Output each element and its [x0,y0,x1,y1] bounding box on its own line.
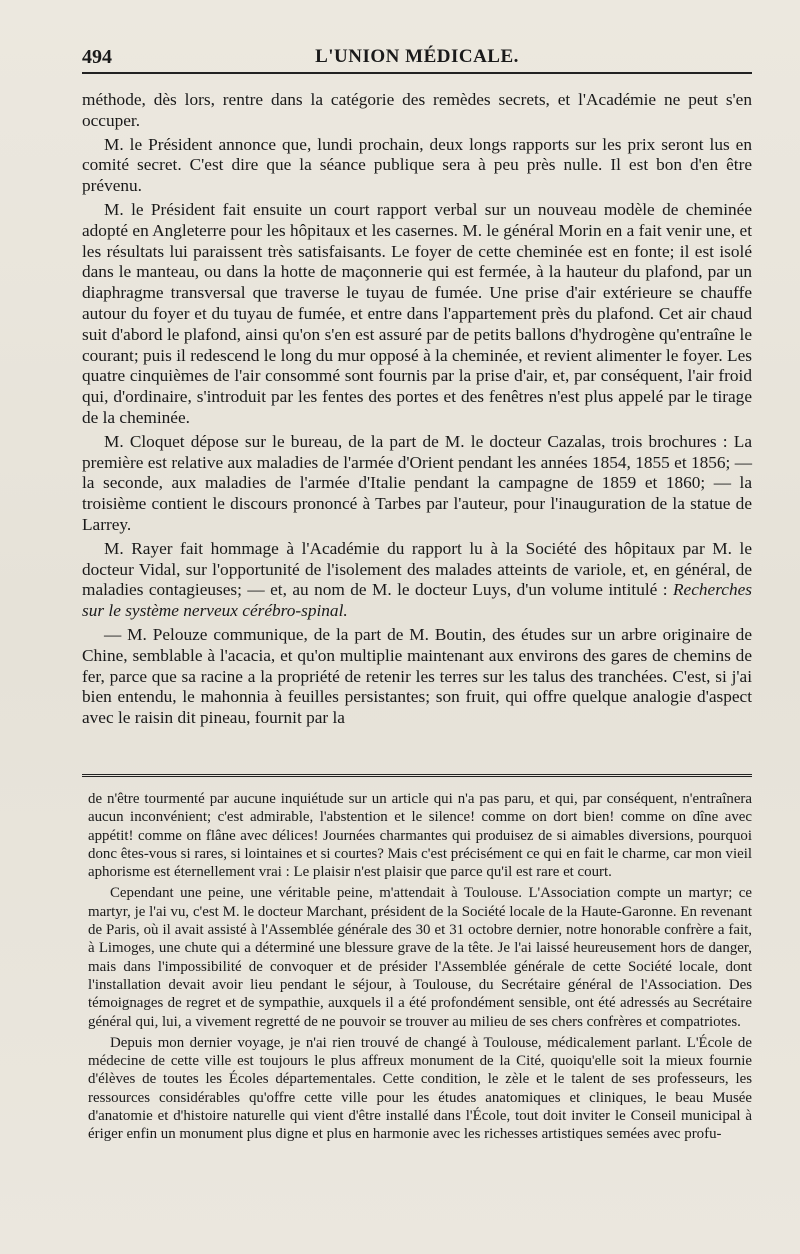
running-title: L'UNION MÉDICALE. [315,46,519,67]
paragraph: Depuis mon dernier voyage, je n'ai rien trouvé de changé à Toulouse, médicalement parlant. L'École de médecine de cette ville est toujours le plus affreux monument de la Cité, quoiqu'elle soit la mieux fournie d'élèves de toutes les Écoles départementales. Cette condition, le zèle et le talent de ses professeurs, les ressources considérables qu'offre cette ville pour les études anatomiques et cliniques, le beau Musée d'anatomie et d'histoire naturelle qui vient d'être installé dans l'École, tout doit inviter le Conseil municipal à ériger enfin un monument plus digne et plus en harmonie avec les richesses artistiques semées avec profu- [88,1034,752,1143]
page-number: 494 [82,46,112,68]
feuilleton-text [88,790,752,1147]
paragraph [82,539,752,622]
main-text [82,90,752,732]
feuilleton-divider [82,774,752,779]
paragraph: méthode, dès lors, rentre dans la catégorie des remèdes secrets, et l'Académie ne peut s'en occuper. [82,90,752,130]
book-title: Recherches sur le système nerveux cérébro-spinal. [82,580,752,621]
paragraph: Cependant une peine, une véritable peine, m'attendait à Toulouse. L'Association compte un martyr; ce martyr, je l'ai vu, c'est M. le docteur Marchant, président de la Société locale de la Haute-Garonne. En revenant de Paris, où il avait assisté à l'Assemblée générale des 30 et 31 octobre dernier, notre honorable confrère a fait, à Limoges, une chute qui a déterminé une blessure grave de la tête. Je l'ai laissé heureusement hors de danger, mais dans l'impossibilité de convoquer et de présider l'Assemblée générale de cette Société locale, dont l'installation devait avoir lieu pendant le séjour, à Toulouse, du Secrétaire général de l'Association. Des témoignages de regret et de sympathie, auxquels il a été profondément sensible, ont été adressés au Secrétaire général qui, lui, a vivement regretté de ne pouvoir se trouver au milieu de ses chers confrères et compatriotes. [88,885,752,1030]
paragraph: M. le Président fait ensuite un court rapport verbal sur un nouveau modèle de cheminée adopté en Angleterre pour les hôpitaux et les casernes. M. le général Morin en a fait venir une, et les résultats lui paraissent très satisfaisants. Le foyer de cette cheminée est en fonte; il est isolé dans le manteau, ou dans la hotte de maçonnerie qui est fermée, à la hauteur du plafond, par un diaphragme transversal que traverse le tuyau de fumée. Une prise d'air extérieure se chauffe autour du foyer et du tuyau de fumée, et entre dans l'appartement près du plafond. Cet air chaud suit d'abord le plafond, ainsi qu'on s'en est assuré par de petits ballons d'hydrogène qu'entraîne le courant; puis il redescend le long du mur opposé à la cheminée, et revient alimenter le foyer. Les quatre cinquièmes de l'air consommé sont fournis par la prise d'air, et, par conséquent, l'air froid qui, d'ordinaire, s'introduit par les fentes des portes et des fenêtres n'est plus appelé par le tirage de la cheminée. [82,199,752,427]
paragraph: de n'être tourmenté par aucune inquiétude sur un article qui n'a pas paru, et qui, par conséquent, n'entraînera aucun inconvénient; c'est admirable, l'abstention et le silence! comme on dort bien! comme on dîne avec appétit! comme on flâne avec délices! Journées charmantes qui produisez de si aimables diversions, pourquoi donc êtes-vous si rares, si lointaines et si courtes? Mais c'est précisément ce qui en fait le charme, car mon vieil aphorisme est éternellement vrai : Le plaisir n'est plaisir que parce qu'il est rare et court. [88,791,752,881]
paragraph-text: M. Rayer fait hommage à l'Académie du rapport lu à la Société des hôpitaux par M. le docteur Vidal, sur l'opportunité de l'isolement des malades atteints de variole, et, en général, de maladies contagieuses; — et, au nom de M. le docteur Luys, d'un volume intitulé : [82,538,752,600]
page-header [82,44,752,74]
paragraph: M. le Président annonce que, lundi prochain, deux longs rapports sur les prix seront lus en comité secret. C'est dire que la séance publique sera à peu près nulle. Il est bon d'en être prévenu. [82,134,752,196]
paragraph: M. Cloquet dépose sur le bureau, de la part de M. le docteur Cazalas, trois brochures : La première est relative aux maladies de l'armée d'Orient pendant les années 1854, 1855 et 1856; — la seconde, aux maladies de l'armée d'Italie pendant la campagne de 1859 et 1860; — la troisième contient le discours prononcé à Tarbes par l'auteur, pour l'inauguration de la statue de Larrey. [82,431,752,534]
paragraph: — M. Pelouze communique, de la part de M. Boutin, des études sur un arbre originaire de Chine, semblable à l'acacia, et qu'on multiplie maintenant aux environs des gares de chemins de fer, parce que sa racine a la propriété de retenir les terres sur les talus des tranchées. C'est, si j'ai bien entendu, le mahonnia à feuilles persistantes; son fruit, qui offre quelque analogie d'aspect avec le raisin dit pineau, fournit par la [82,624,752,728]
